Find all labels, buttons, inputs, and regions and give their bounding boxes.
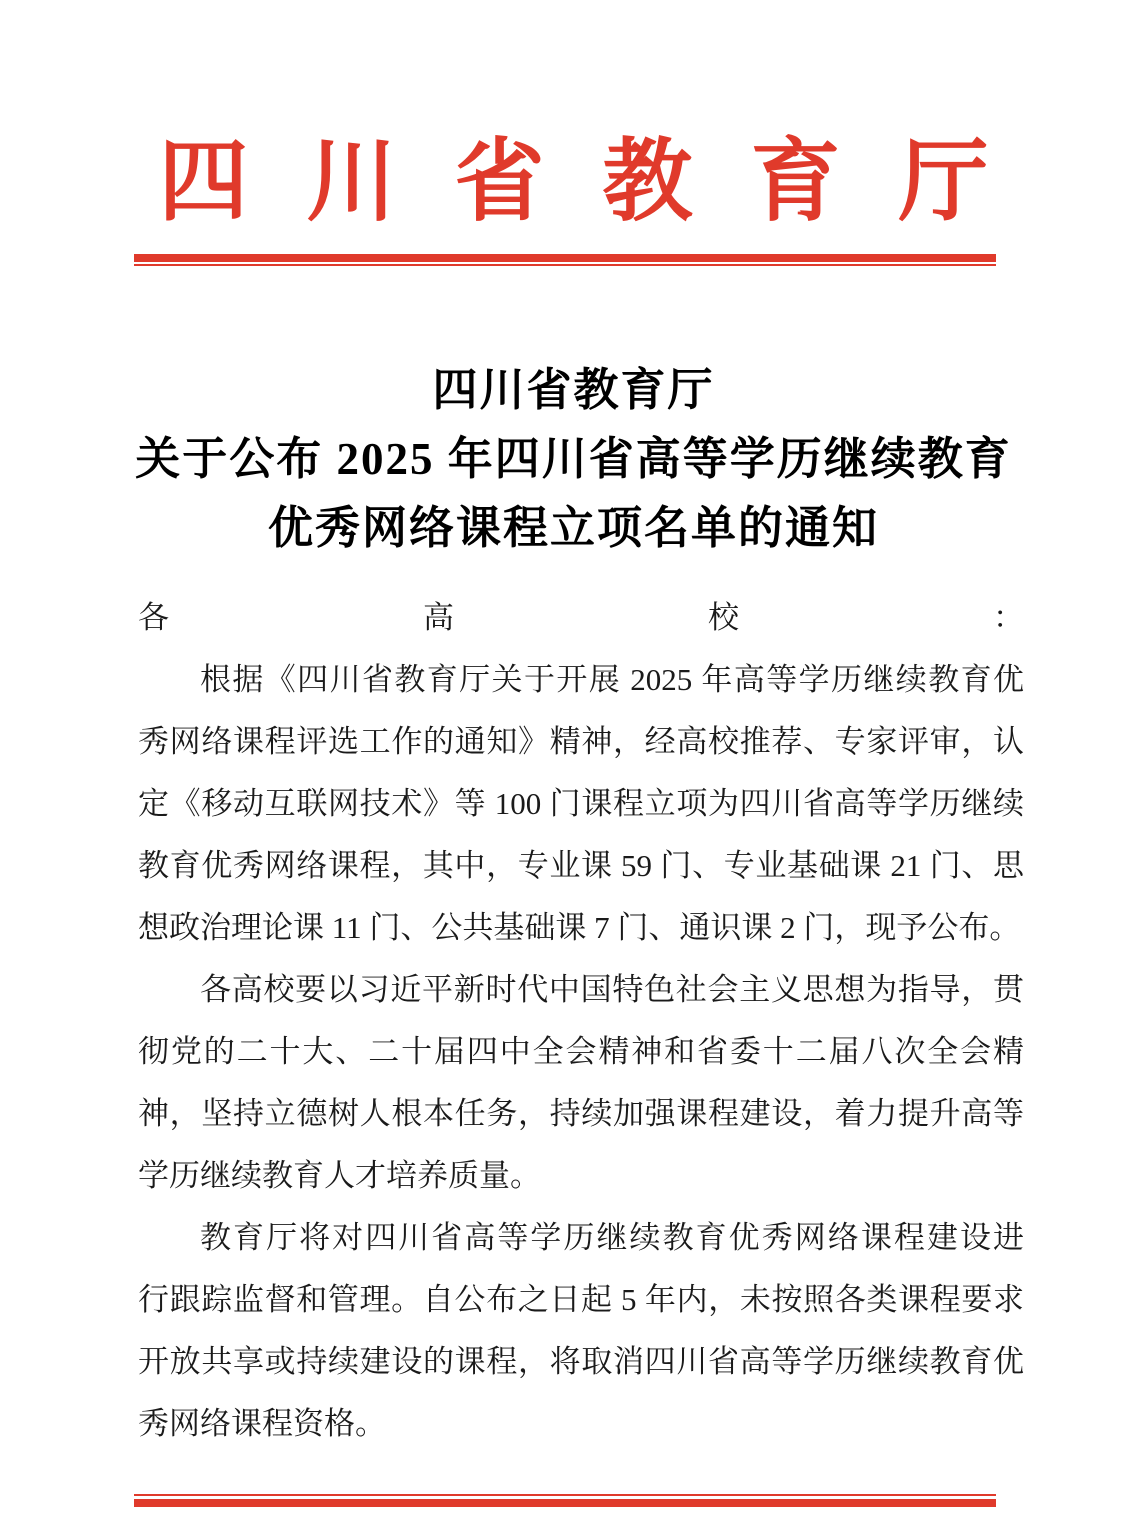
body-line: 行跟踪监督和管理。自公布之日起 5 年内，未按照各类课程要求 [138, 1282, 1024, 1317]
body-line: 彻党的二十大、二十届四中全会精神和省委十二届八次全会精 [138, 1034, 1024, 1069]
document-title [0, 356, 1147, 563]
document-title-line-2: 关于公布 2025 年四川省高等学历继续教育 [135, 434, 1012, 484]
document-title-line-1: 四川省教育厅 [432, 365, 715, 415]
body-line: 定《移动互联网技术》等 100 门课程立项为四川省高等学历继续 [138, 786, 1024, 821]
body-line: 想政治理论课 11 门、公共基础课 7 门、通识课 2 门，现予公布。 [138, 910, 1021, 945]
body-line: 秀网络课程资格。 [138, 1406, 386, 1441]
letterhead-divider-thin-rule [134, 264, 996, 266]
body-line: 根据《四川省教育厅关于开展 2025 年高等学历继续教育优 [200, 662, 1024, 697]
body-line: 神，坚持立德树人根本任务，持续加强课程建设，着力提升高等 [138, 1096, 1024, 1131]
body-paragraph-3 [138, 1207, 1024, 1455]
body-line: 开放共享或持续建设的课程，将取消四川省高等学历继续教育优 [138, 1344, 1024, 1379]
letterhead-divider-thick-rule [134, 254, 996, 262]
footer-divider [134, 1494, 996, 1507]
body-line: 各高校要以习近平新时代中国特色社会主义思想为指导，贯 [200, 972, 1024, 1007]
body-paragraph-2 [138, 959, 1024, 1207]
body-line: 秀网络课程评选工作的通知》精神，经高校推荐、专家评审，认 [138, 724, 1024, 759]
body-paragraph-1 [138, 649, 1024, 959]
document-title-line-3: 优秀网络课程立项名单的通知 [267, 503, 879, 553]
body-line: 教育厅将对四川省高等学历继续教育优秀网络课程建设进 [200, 1220, 1024, 1255]
letterhead-agency-name: 四川省教育厅 [158, 133, 1047, 232]
body-line: 教育优秀网络课程，其中，专业课 59 门、专业基础课 21 门、思 [138, 848, 1024, 883]
body-line: 学历继续教育人才培养质量。 [138, 1158, 541, 1193]
letterhead-divider [134, 254, 996, 266]
salutation: 各高校： [138, 600, 1024, 635]
document-body [138, 587, 1024, 1455]
footer-divider-thick-rule [134, 1499, 996, 1507]
